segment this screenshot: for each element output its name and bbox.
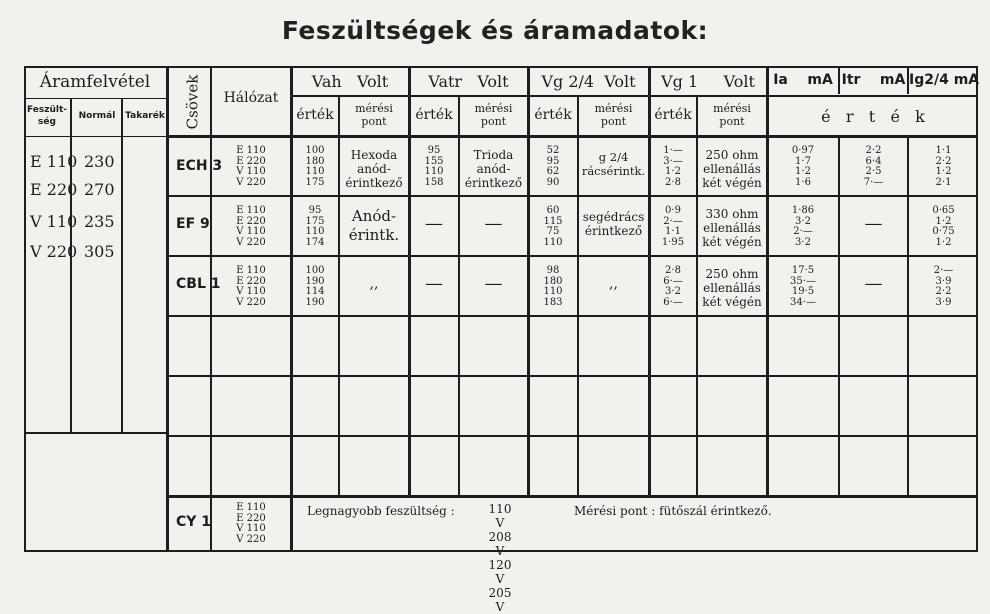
col-vg24-header: Vg 2/4 Volt [541, 72, 636, 91]
normal-value: 270 [84, 180, 115, 199]
divider [169, 195, 978, 197]
col-itr-header: Itr mA [841, 72, 906, 88]
table-cell: 1·86 3·2 2·— 3·2 [791, 205, 815, 248]
divider [290, 95, 978, 97]
table-cell: — [864, 273, 883, 294]
divider [169, 135, 978, 138]
table-cell: segédrács érintkező [582, 210, 645, 238]
sub-measure-point-header: mérési pont [474, 102, 513, 128]
divider [169, 255, 978, 257]
divider [169, 375, 978, 377]
table-cell: 2·— 3·9 2·2 3·9 [933, 265, 954, 308]
table-cell: 98 180 110 183 [543, 265, 563, 308]
table-cell: ,, [609, 276, 618, 292]
divider [121, 98, 123, 432]
sub-measure-point-header: mérési pont [594, 102, 633, 128]
col-vg1-header: Vg 1 Volt [661, 72, 755, 91]
voltage-label: E 220 [30, 180, 78, 199]
table-cell: 60 115 75 110 [543, 205, 563, 248]
col-vatr-header: Vatr Volt [428, 72, 509, 91]
sub-measure-point-header: mérési pont [713, 102, 751, 128]
table-cell: 330 ohm ellenállás két végén [702, 207, 762, 249]
network-values: E 110 E 220 V 110 V 220 [236, 265, 266, 308]
col-ia-header: Ia mA [773, 72, 833, 88]
page-title: Feszültségek és áramadatok: [281, 16, 709, 45]
col-ig24-header: Ig2/4 mA [909, 72, 980, 88]
table-cell: 17·5 35·— 19·5 34·— [790, 265, 816, 308]
table-cell: Hexoda anód- érintkező [345, 148, 403, 190]
table-cell: 1·1 2·2 1·2 2·1 [935, 145, 952, 188]
tube-label: CBL 1 [176, 276, 221, 292]
sub-value-header: érték [296, 107, 334, 123]
table-cell: — [484, 213, 503, 234]
col-tubes-header: Csövek [183, 74, 201, 130]
list-item [30, 242, 115, 261]
col-normal: Normál [78, 111, 116, 121]
sub-value-header: érték [415, 107, 453, 123]
table-cell: g 2/4 rácsérintk. [581, 150, 646, 178]
normal-value: 305 [84, 242, 115, 261]
network-values: E 110 E 220 V 110 V 220 [236, 205, 266, 248]
voltage-label: E 110 [30, 152, 78, 171]
divider [290, 66, 293, 552]
col-network-header: Hálózat [223, 90, 279, 106]
current-consumption-panel [24, 66, 169, 552]
list-item [30, 180, 115, 199]
table-cell: 2·8 6·— 3·2 6·— [663, 265, 683, 308]
list-item [30, 212, 115, 231]
measure-point-note: Mérési pont : fütőszál érintkező. [574, 504, 772, 518]
divider [210, 66, 212, 552]
divider [70, 98, 72, 432]
divider [24, 432, 169, 434]
divider [169, 315, 978, 317]
max-voltage-label: Legnagyobb feszültség : [307, 504, 455, 518]
table-cell: 0·9 2·— 1·1 1·95 [661, 205, 685, 248]
table-cell: 250 ohm ellenállás két végén [702, 148, 762, 190]
table-cell: — [864, 213, 883, 234]
col-vah-header: Vah Volt [311, 72, 389, 91]
table-cell: Trioda anód- érintkező [464, 148, 523, 190]
tube-label: CY 1 [176, 514, 212, 530]
col-saving: Takarék [125, 111, 165, 121]
max-voltage-values: 110 V 208 V 120 V 205 V [488, 502, 512, 614]
divider [169, 435, 978, 437]
table-cell: 95 155 110 158 [424, 145, 444, 188]
table-cell: ,, [369, 276, 379, 292]
table-cell: 100 190 114 190 [305, 265, 325, 308]
table-cell: 95 175 110 174 [305, 205, 325, 248]
sub-measure-point-header: mérési pont [355, 102, 393, 128]
table-cell: — [425, 273, 443, 294]
table-cell: — [425, 213, 443, 234]
tube-label: EF 9 [176, 216, 210, 232]
network-values: E 110 E 220 V 110 V 220 [236, 145, 266, 188]
list-item [30, 152, 115, 171]
table-cell: — [484, 273, 503, 294]
sub-value-spaced-header: é r t é k [821, 107, 925, 126]
tube-label: ECH 3 [176, 158, 223, 174]
current-consumption-title: Áramfelvétel [24, 66, 166, 99]
voltage-label: V 110 [30, 212, 78, 231]
table-cell: 1·— 3·— 1·2 2·8 [663, 145, 683, 188]
table-cell: 52 95 62 90 [546, 145, 560, 188]
table-cell: 250 ohm ellenállás két végén [702, 267, 762, 309]
table-cell: Anód- érintk. [348, 207, 400, 244]
network-values: E 110 E 220 V 110 V 220 [236, 502, 266, 545]
normal-value: 230 [84, 152, 115, 171]
sub-value-header: érték [654, 107, 692, 123]
voltage-label: V 220 [30, 242, 78, 261]
divider [169, 495, 978, 498]
col-voltage: Feszült- ség [26, 105, 67, 127]
table-cell: 0·97 1·7 1·2 1·6 [791, 145, 815, 188]
sub-value-header: érték [534, 107, 572, 123]
table-cell: 0·65 1·2 0·75 1·2 [932, 205, 955, 248]
table-cell: 100 180 110 175 [305, 145, 325, 188]
current-consumption-subheader [24, 98, 166, 137]
normal-value: 235 [84, 212, 115, 231]
table-cell: 2·2 6·4 2·5 7·— [863, 145, 884, 188]
